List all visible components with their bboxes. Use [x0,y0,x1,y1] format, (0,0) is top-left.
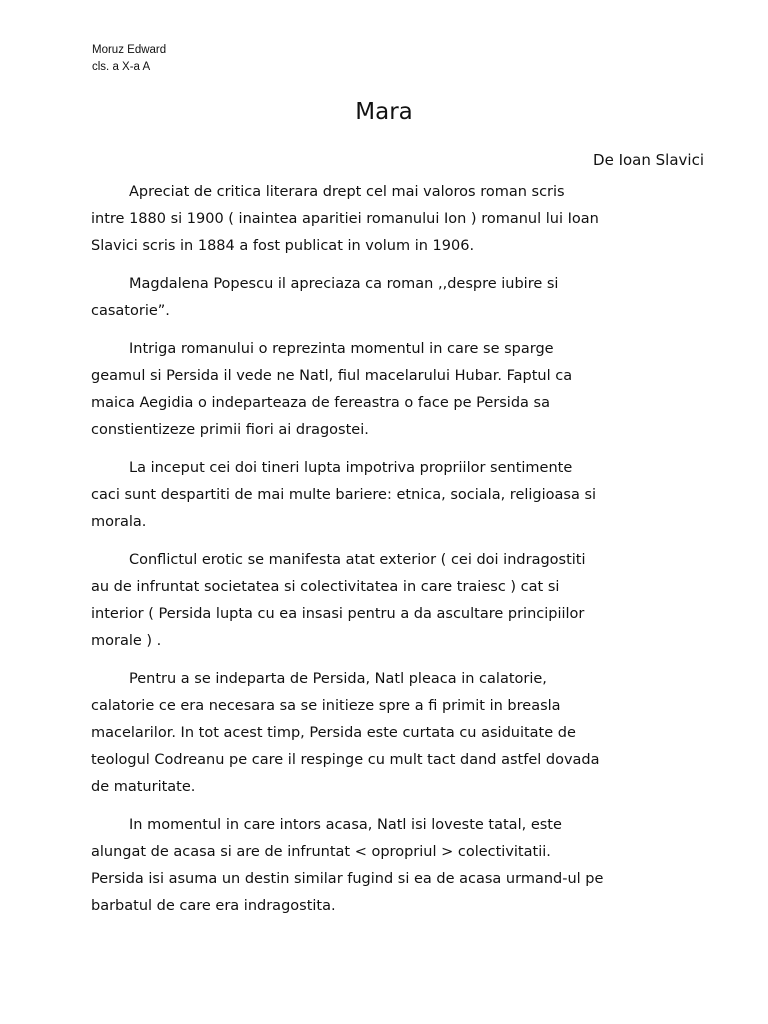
paragraph-line: caci sunt despartiti de mai multe bariere: etnica, sociala, religioasa si [91,487,597,503]
document-title: Mara [355,99,413,125]
paragraph-line: Apreciat de critica literara drept cel mai valoros roman scris [129,184,565,200]
paragraph [91,547,681,655]
paragraph-line: morale ) . [91,633,162,649]
paragraph-line: In momentul in care intors acasa, Natl isi loveste tatal, este [129,817,562,833]
byline: De Ioan Slavici [593,151,704,169]
author-class: cls. a X-a A [92,61,151,73]
paragraph-line: barbatul de care era indragostita. [91,898,336,914]
document-body [91,179,681,931]
paragraph-line: de maturitate. [91,779,196,795]
paragraph [91,336,681,444]
author-header [92,42,166,76]
paragraph-line: interior ( Persida lupta cu ea insasi pentru a da ascultare principiilor [91,606,585,622]
paragraph-line: Conflictul erotic se manifesta atat exterior ( cei doi indragostiti [129,552,586,568]
paragraph-line: Intriga romanului o reprezinta momentul in care se sparge [129,341,554,357]
paragraph-line: au de infruntat societatea si colectivitatea in care traiesc ) cat si [91,579,560,595]
paragraph-line: Persida isi asuma un destin similar fugind si ea de acasa urmand-ul pe [91,871,604,887]
paragraph-line: teologul Codreanu pe care il respinge cu mult tact dand astfel dovada [91,752,600,768]
paragraph-line: casatorie”. [91,303,170,319]
paragraph [91,812,681,920]
paragraph-line: morala. [91,514,147,530]
paragraph-line: macelarilor. In tot acest timp, Persida este curtata cu asiduitate de [91,725,576,741]
paragraph [91,271,681,325]
paragraph-line: La inceput cei doi tineri lupta impotriva propriilor sentimente [129,460,573,476]
paragraph-line: maica Aegidia o indeparteaza de fereastra o face pe Persida sa [91,395,550,411]
paragraph-line: geamul si Persida il vede ne Natl, fiul macelarului Hubar. Faptul ca [91,368,573,384]
paragraph-line: calatorie ce era necesara sa se initieze spre a fi primit in breasla [91,698,561,714]
paragraph [91,666,681,801]
paragraph-line: Pentru a se indeparta de Persida, Natl pleaca in calatorie, [129,671,547,687]
paragraph-line: Magdalena Popescu il apreciaza ca roman ,,despre iubire si [129,276,559,292]
paragraph [91,179,681,260]
paragraph-line: alungat de acasa si are de infruntat < opropriul > colectivitatii. [91,844,551,860]
paragraph-line: intre 1880 si 1900 ( inaintea aparitiei romanului Ion ) romanul lui Ioan [91,211,599,227]
author-name: Moruz Edward [92,44,167,56]
paragraph [91,455,681,536]
paragraph-line: Slavici scris in 1884 a fost publicat in volum in 1906. [91,238,475,254]
paragraph-line: constientizeze primii fiori ai dragostei. [91,422,369,438]
